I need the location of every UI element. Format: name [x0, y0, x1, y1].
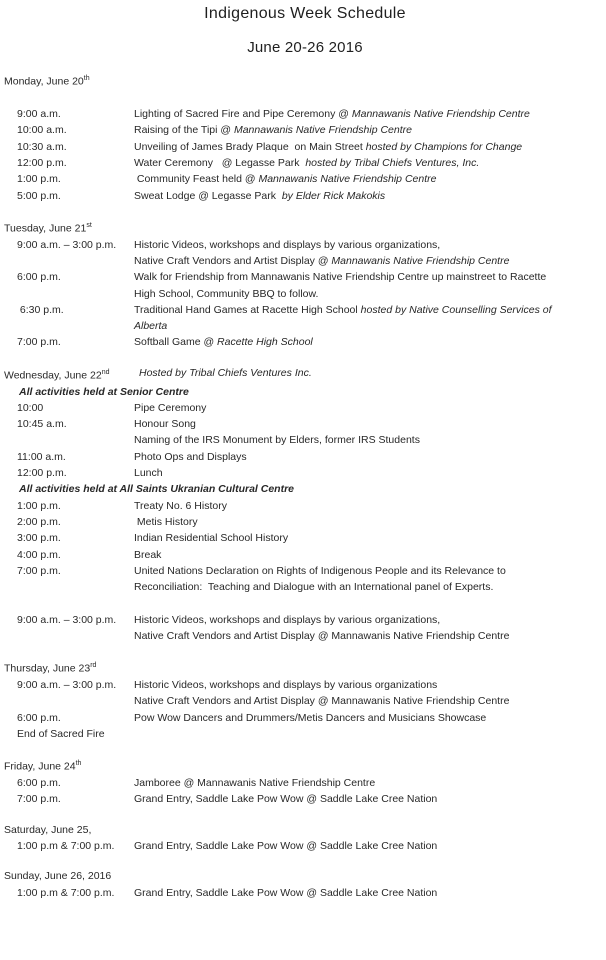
day-name: Saturday, June 25, [4, 823, 92, 836]
text-segment: Native Craft Vendors and Artist Display @ Mannawanis Native Friendship Centre [134, 630, 510, 642]
italic-text-segment: hosted by Native Counselling Services of [360, 303, 552, 316]
schedule-row [4, 122, 606, 138]
day-block [4, 868, 606, 901]
section-heading: All activities held at All Saints Ukranian Cultural Centre [19, 483, 295, 496]
event-time [4, 253, 134, 269]
ordinal-suffix: st [86, 221, 92, 229]
day-name: Wednesday, June 22 [4, 369, 102, 382]
day-heading [4, 756, 606, 775]
schedule-row [4, 563, 606, 579]
italic-text-segment: hosted by Tribal Chiefs Ventures, Inc. [305, 156, 480, 169]
event-time: 1:00 p.m. [17, 173, 61, 186]
schedule-row [4, 139, 606, 155]
event-time: 6:00 p.m. [17, 711, 61, 724]
text-segment: Metis History [134, 515, 198, 528]
text-segment: Walk for Friendship from Mannawanis Native Friendship Centre up mainstreet to Racette [134, 271, 547, 284]
event-description [134, 302, 606, 318]
schedule-row [4, 710, 606, 726]
text-segment: Naming of the IRS Monument by Elders, former IRS Students [134, 434, 420, 447]
text-segment: Honour Song [134, 418, 196, 431]
day-name: Thursday, June 23 [4, 662, 91, 675]
schedule-body [4, 71, 606, 901]
schedule-row [4, 318, 606, 334]
text-segment: Lighting of Sacred Fire and Pipe Ceremony @ [134, 108, 352, 121]
day-heading [4, 71, 606, 90]
schedule-row [4, 449, 606, 465]
event-time: 9:00 a.m. – 3:00 p.m. [17, 679, 117, 692]
event-description [134, 318, 606, 334]
schedule-row [4, 612, 606, 628]
event-description [134, 171, 606, 187]
event-description [134, 188, 606, 204]
event-time: 9:00 a.m. [17, 108, 61, 121]
text-segment: Community Feast held @ [134, 173, 259, 186]
schedule-row [4, 726, 606, 742]
event-time: 12:00 p.m. [17, 156, 67, 169]
italic-text-segment: Mannawanis Native Friendship Centre [351, 108, 530, 121]
schedule-row [4, 791, 606, 807]
schedule-row [4, 400, 606, 416]
schedule-row [4, 885, 606, 901]
section-heading: All activities held at Senior Centre [19, 385, 189, 398]
schedule-row [4, 498, 606, 514]
day-heading [4, 822, 606, 838]
text-segment: Historic Videos, workshops and displays by various organizations [134, 679, 438, 692]
schedule-row [4, 106, 606, 122]
event-time: 10:45 a.m. [17, 418, 67, 431]
day-name: Sunday, June 26, 2016 [4, 870, 112, 883]
text-segment: Softball Game @ [134, 336, 218, 349]
ordinal-suffix: th [75, 760, 82, 768]
ordinal-suffix: rd [90, 662, 97, 670]
event-time: 5:00 p.m. [17, 189, 61, 202]
event-description [134, 334, 606, 350]
schedule-row [4, 547, 606, 563]
event-description [134, 465, 606, 481]
schedule-row [4, 775, 606, 791]
schedule-row [4, 237, 606, 253]
event-time: 10:30 a.m. [17, 140, 67, 153]
schedule-row [4, 269, 606, 285]
text-segment: United Nations Declaration on Rights of Indigenous People and its Relevance to [134, 564, 506, 577]
schedule-row [4, 334, 606, 350]
event-description [134, 106, 606, 122]
text-segment: Traditional Hand Games at Racette High School [134, 303, 361, 316]
event-description [134, 449, 606, 465]
event-description [134, 885, 606, 901]
event-description [134, 677, 606, 693]
blank-row [4, 90, 606, 106]
day-block [4, 71, 606, 204]
text-segment: Historic Videos, workshops and displays by various organizations, [134, 238, 441, 251]
text-segment: Sweat Lodge @ Legasse Park [134, 189, 282, 202]
text-segment: Pow Wow Dancers and Drummers/Metis Dancers and Musicians Showcase [134, 711, 487, 724]
italic-text-segment: hosted by Champions for Change [365, 140, 523, 153]
day-name: Tuesday, June 21 [4, 222, 87, 235]
schedule-row [4, 514, 606, 530]
schedule-row [4, 253, 606, 269]
day-heading [4, 218, 606, 237]
text-segment: Lunch [134, 467, 163, 480]
event-description [134, 775, 606, 791]
event-description [134, 498, 606, 514]
event-description [134, 416, 606, 432]
event-time: 6:00 p.m. [17, 777, 61, 790]
event-time: 4:00 p.m. [17, 548, 61, 561]
document-subtitle: June 20-26 2016 [247, 39, 363, 56]
event-description [134, 628, 606, 644]
text-segment: Jamboree @ Mannawanis Native Friendship Centre [134, 777, 376, 790]
text-segment: Historic Videos, workshops and displays by various organizations, [134, 613, 441, 626]
event-time: 6:30 p.m. [17, 303, 64, 316]
day-block [4, 756, 606, 807]
event-description [134, 139, 606, 155]
event-time: 7:00 p.m. [17, 564, 61, 577]
event-time: 2:00 p.m. [17, 515, 61, 528]
event-description [134, 155, 606, 171]
text-segment: Photo Ops and Displays [134, 450, 247, 463]
event-description [134, 547, 606, 563]
schedule-row [4, 465, 606, 481]
text-segment: Native Craft Vendors and Artist Display @ Mannawanis Native Friendship Centre [134, 695, 510, 708]
event-description [134, 693, 606, 709]
event-description [134, 530, 606, 546]
ordinal-suffix: th [83, 75, 90, 82]
event-time: 10:00 [17, 401, 44, 414]
event-time [4, 286, 134, 302]
event-time: 12:00 p.m. [17, 467, 67, 480]
event-description [134, 514, 606, 530]
schedule-row [4, 693, 606, 709]
schedule-row [4, 155, 606, 171]
day-name: Friday, June 24 [4, 760, 76, 773]
event-time: 7:00 p.m. [17, 336, 61, 349]
event-time: 9:00 a.m. – 3:00 p.m. [17, 238, 117, 251]
schedule-row [4, 286, 606, 302]
event-time: 3:00 p.m. [17, 532, 61, 545]
event-description [134, 612, 606, 628]
text-segment: Reconciliation: Teaching and Dialogue with an International panel of Experts. [134, 581, 494, 594]
day-block [4, 365, 606, 645]
day-heading [4, 658, 606, 677]
italic-text-segment: Mannawanis Native Friendship Centre [331, 254, 510, 267]
document-title: Indigenous Week Schedule [204, 5, 406, 22]
event-description [134, 791, 606, 807]
event-description [134, 122, 606, 138]
day-heading [4, 365, 606, 384]
text-segment: Treaty No. 6 History [134, 499, 227, 512]
schedule-row [4, 677, 606, 693]
text-segment: Native Craft Vendors and Artist Display @ [134, 254, 332, 267]
italic-text-segment: Mannawanis Native Friendship Centre [258, 173, 437, 186]
event-time [4, 318, 134, 334]
schedule-row [4, 416, 606, 432]
italic-text-segment: by Elder Rick Makokis [281, 189, 386, 202]
schedule-row [4, 579, 606, 595]
text-segment: Grand Entry, Saddle Lake Pow Wow @ Saddle Lake Cree Nation [134, 793, 438, 806]
event-time [4, 432, 134, 448]
event-description [134, 237, 606, 253]
event-time [4, 579, 134, 595]
day-hosted-by-note: Hosted by Tribal Chiefs Ventures Inc. [139, 366, 312, 379]
event-time: 11:00 a.m. [17, 450, 66, 463]
italic-text-segment: Racette High School [217, 336, 313, 349]
schedule-row [4, 838, 606, 854]
schedule-row [4, 302, 606, 318]
schedule-row [4, 628, 606, 644]
event-description [134, 710, 606, 726]
schedule-row [4, 171, 606, 187]
event-time [4, 693, 134, 709]
event-description [134, 838, 606, 854]
day-block [4, 822, 606, 855]
ordinal-suffix: nd [101, 368, 110, 376]
event-description [134, 269, 606, 285]
event-time: End of Sacred Fire [17, 727, 105, 740]
day-block [4, 218, 606, 351]
event-time: 1:00 p.m & 7:00 p.m. [17, 839, 115, 852]
event-description [134, 563, 606, 579]
text-segment: Raising of the Tipi @ [134, 124, 234, 137]
event-description [134, 400, 606, 416]
event-time: 1:00 p.m & 7:00 p.m. [17, 886, 115, 899]
schedule-row [4, 188, 606, 204]
text-segment: Grand Entry, Saddle Lake Pow Wow @ Saddle Lake Cree Nation [134, 886, 438, 899]
text-segment: Grand Entry, Saddle Lake Pow Wow @ Saddle Lake Cree Nation [134, 839, 438, 852]
event-description [134, 253, 606, 269]
event-time [4, 628, 134, 644]
event-time: 7:00 p.m. [17, 793, 61, 806]
event-description [134, 579, 606, 595]
event-time: 1:00 p.m. [17, 499, 61, 512]
italic-text-segment: Alberta [134, 320, 168, 333]
text-segment: High School, Community BBQ to follow. [134, 287, 319, 300]
schedule-row [4, 432, 606, 448]
day-name: Monday, June 20 [4, 75, 84, 88]
day-block [4, 658, 606, 742]
event-description [134, 726, 606, 742]
text-segment: Pipe Ceremony [134, 401, 207, 414]
event-time: 6:00 p.m. [17, 271, 61, 284]
text-segment: Unveiling of James Brady Plaque on Main Street [134, 140, 366, 153]
schedule-row [4, 530, 606, 546]
event-time: 10:00 a.m. [17, 124, 67, 137]
text-segment: Break [134, 548, 162, 561]
italic-text-segment: Mannawanis Native Friendship Centre [233, 124, 412, 137]
event-description [134, 432, 606, 448]
event-description [134, 286, 606, 302]
blank-row [4, 595, 606, 611]
text-segment: Indian Residential School History [134, 532, 289, 545]
event-time: 9:00 a.m. – 3:00 p.m. [17, 613, 117, 626]
text-segment: Water Ceremony @ Legasse Park [134, 156, 306, 169]
day-heading [4, 868, 606, 884]
